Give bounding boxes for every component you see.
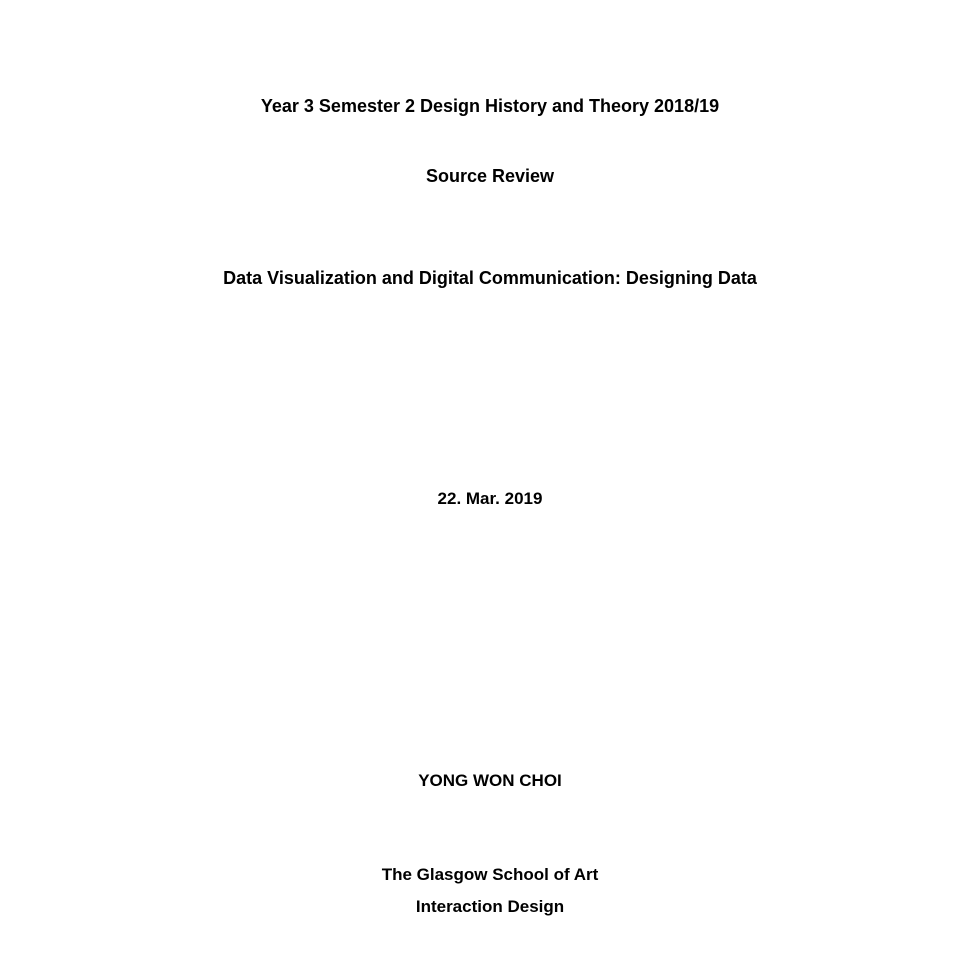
submission-date: 22. Mar. 2019 bbox=[437, 489, 543, 508]
author-name: YONG WON CHOI bbox=[418, 771, 562, 790]
department-name: Interaction Design bbox=[415, 897, 565, 916]
assignment-type: Source Review bbox=[425, 166, 555, 186]
document-title: Data Visualization and Digital Communication: Designing Data bbox=[223, 268, 757, 288]
course-heading: Year 3 Semester 2 Design History and Theory 2018/19 bbox=[260, 96, 720, 116]
school-name: The Glasgow School of Art bbox=[381, 865, 599, 884]
